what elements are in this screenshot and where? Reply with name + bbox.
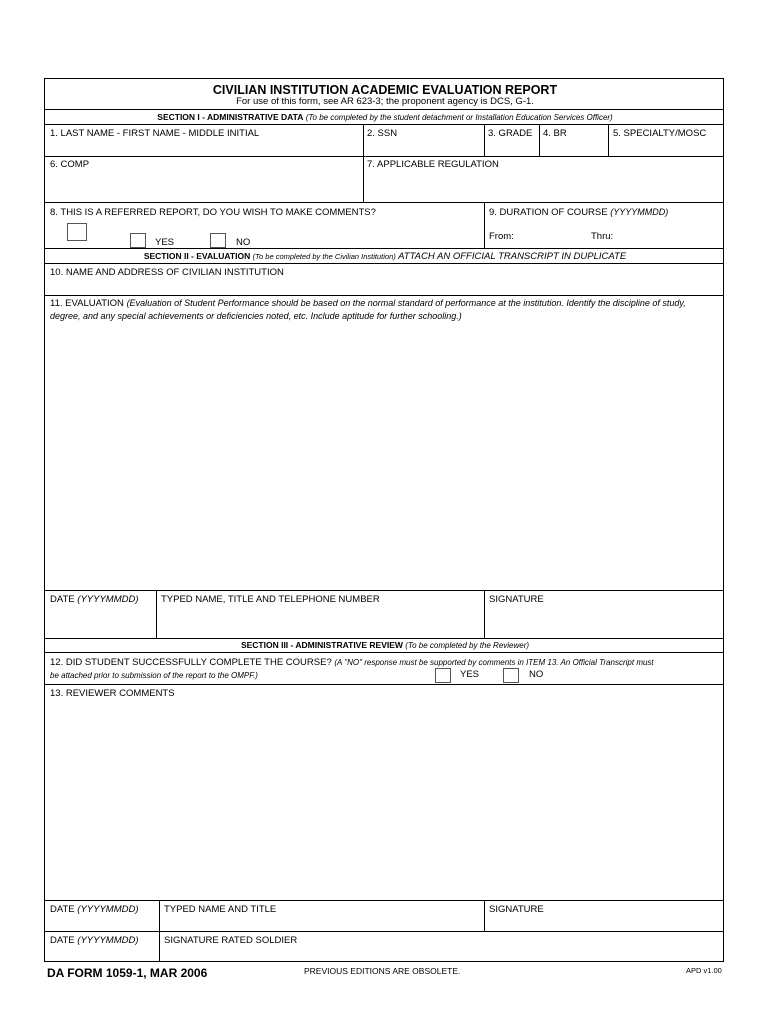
ssn-field-label: 2. SSN xyxy=(367,128,398,139)
last-name-field-label: 1. LAST NAME - FIRST NAME - MIDDLE INITIAL xyxy=(50,128,260,139)
duration-thru-label: Thru: xyxy=(591,231,614,242)
course-complete-yes-label: YES xyxy=(460,669,480,680)
referred-yes-label: YES xyxy=(155,237,175,248)
divider xyxy=(45,652,723,653)
branch-field-label: 4. BR xyxy=(543,128,567,139)
section2-heading: SECTION II - EVALUATION xyxy=(143,251,251,261)
soldier-date-label-text: DATE xyxy=(50,935,75,946)
reviewer-typed-name-label: TYPED NAME AND TITLE xyxy=(164,904,277,915)
divider xyxy=(45,931,723,932)
divider xyxy=(45,263,723,264)
soldier-date-field-label xyxy=(50,935,139,946)
typed-name-phone-label: TYPED NAME, TITLE AND TELEPHONE NUMBER xyxy=(161,594,380,605)
divider xyxy=(45,248,723,249)
divider xyxy=(363,156,364,202)
course-complete-question xyxy=(50,657,654,668)
section3-heading-row xyxy=(45,640,725,650)
divider xyxy=(539,124,540,156)
eval-date-field-label xyxy=(50,594,139,605)
section3-note: (To be completed by the Reviewer) xyxy=(405,641,530,650)
review-date-label-text: DATE xyxy=(50,904,75,915)
referred-no-label: NO xyxy=(236,237,251,248)
soldier-date-format: (YYYYMMDD) xyxy=(77,935,139,946)
form-title: CIVILIAN INSTITUTION ACADEMIC EVALUATION REPORT xyxy=(212,83,558,97)
duration-from-label: From: xyxy=(489,231,514,242)
institution-field-label: 10. NAME AND ADDRESS OF CIVILIAN INSTITUTION xyxy=(50,267,284,278)
divider xyxy=(45,109,723,110)
eval-signature-label: SIGNATURE xyxy=(489,594,544,605)
specialty-field-label: 5. SPECIALTY/MOSC xyxy=(613,128,707,139)
evaluation-note: (Evaluation of Student Performance should be based on the normal standard of performance at the institution. Identify the discipline of study, degree, and any special achievements or deficiencies noted, etc. Include aptitude for further schooling.) xyxy=(50,298,686,321)
divider xyxy=(45,124,723,125)
divider xyxy=(608,124,609,156)
regulation-field-label: 7. APPLICABLE REGULATION xyxy=(367,159,499,170)
grade-field-label: 3. GRADE xyxy=(488,128,533,139)
course-complete-note-line2: be attached prior to submission of the report to the OMPF.) xyxy=(50,671,258,680)
reviewer-comments-label: 13. REVIEWER COMMENTS xyxy=(50,688,175,699)
section2-heading-row xyxy=(45,251,725,262)
divider xyxy=(484,124,485,156)
divider xyxy=(45,156,723,157)
reviewer-signature-label: SIGNATURE xyxy=(489,904,544,915)
course-complete-no-checkbox[interactable] xyxy=(503,668,519,683)
divider xyxy=(484,900,485,931)
course-complete-yes-checkbox[interactable] xyxy=(435,668,451,683)
eval-date-format: (YYYYMMDD) xyxy=(77,594,139,605)
duration-format: (YYYYMMDD) xyxy=(610,207,669,217)
duration-field-label xyxy=(489,207,668,218)
evaluation-label-text: 11. EVALUATION xyxy=(50,298,124,309)
referred-yes-checkbox[interactable] xyxy=(130,233,146,248)
divider xyxy=(363,124,364,156)
eval-date-label-text: DATE xyxy=(50,594,75,605)
section1-heading-row xyxy=(45,112,725,122)
form-subtitle: For use of this form, see AR 623-3; the proponent agency is DCS, G-1. xyxy=(236,96,534,107)
divider xyxy=(45,295,723,296)
reviewer-comments-text-area[interactable] xyxy=(47,701,721,897)
evaluation-field-label xyxy=(50,297,710,323)
review-date-format: (YYYYMMDD) xyxy=(77,904,139,915)
referred-no-checkbox[interactable] xyxy=(210,233,226,248)
review-date-field-label xyxy=(50,904,139,915)
obsolete-note: PREVIOUS EDITIONS ARE OBSOLETE. xyxy=(304,966,461,976)
divider xyxy=(45,638,723,639)
divider xyxy=(45,590,723,591)
version-label: APD v1.00 xyxy=(686,966,722,975)
attach-transcript-note: ATTACH AN OFFICIAL TRANSCRIPT IN DUPLICATE xyxy=(398,251,627,262)
divider xyxy=(484,202,485,248)
form-id: DA FORM 1059-1, MAR 2006 xyxy=(47,966,208,980)
referred-report-question: 8. THIS IS A REFERRED REPORT, DO YOU WISH TO MAKE COMMENTS? xyxy=(50,207,376,218)
section1-note: (To be completed by the student detachment or Installation Education Services Officer) xyxy=(305,113,613,122)
comp-field-label: 6. COMP xyxy=(50,159,90,170)
rated-soldier-signature-label: SIGNATURE RATED SOLDIER xyxy=(164,935,298,946)
evaluation-form xyxy=(44,78,724,962)
duration-label-text: 9. DURATION OF COURSE xyxy=(489,207,608,218)
course-complete-label: 12. DID STUDENT SUCCESSFULLY COMPLETE THE COURSE? xyxy=(50,657,332,668)
section1-heading: SECTION I - ADMINISTRATIVE DATA xyxy=(157,112,304,122)
divider xyxy=(45,684,723,685)
section2-note: (To be completed by the Civilian Institution) xyxy=(252,252,396,261)
divider xyxy=(45,900,723,901)
divider xyxy=(45,202,723,203)
divider xyxy=(156,590,157,638)
evaluation-text-area[interactable] xyxy=(47,325,721,588)
divider xyxy=(484,590,485,638)
section3-heading: SECTION III - ADMINISTRATIVE REVIEW xyxy=(240,640,403,650)
course-complete-note: (A "NO" response must be supported by comments in ITEM 13. An Official Transcript must xyxy=(334,658,654,667)
referred-report-checkbox[interactable] xyxy=(67,223,87,241)
course-complete-no-label: NO xyxy=(529,669,544,680)
